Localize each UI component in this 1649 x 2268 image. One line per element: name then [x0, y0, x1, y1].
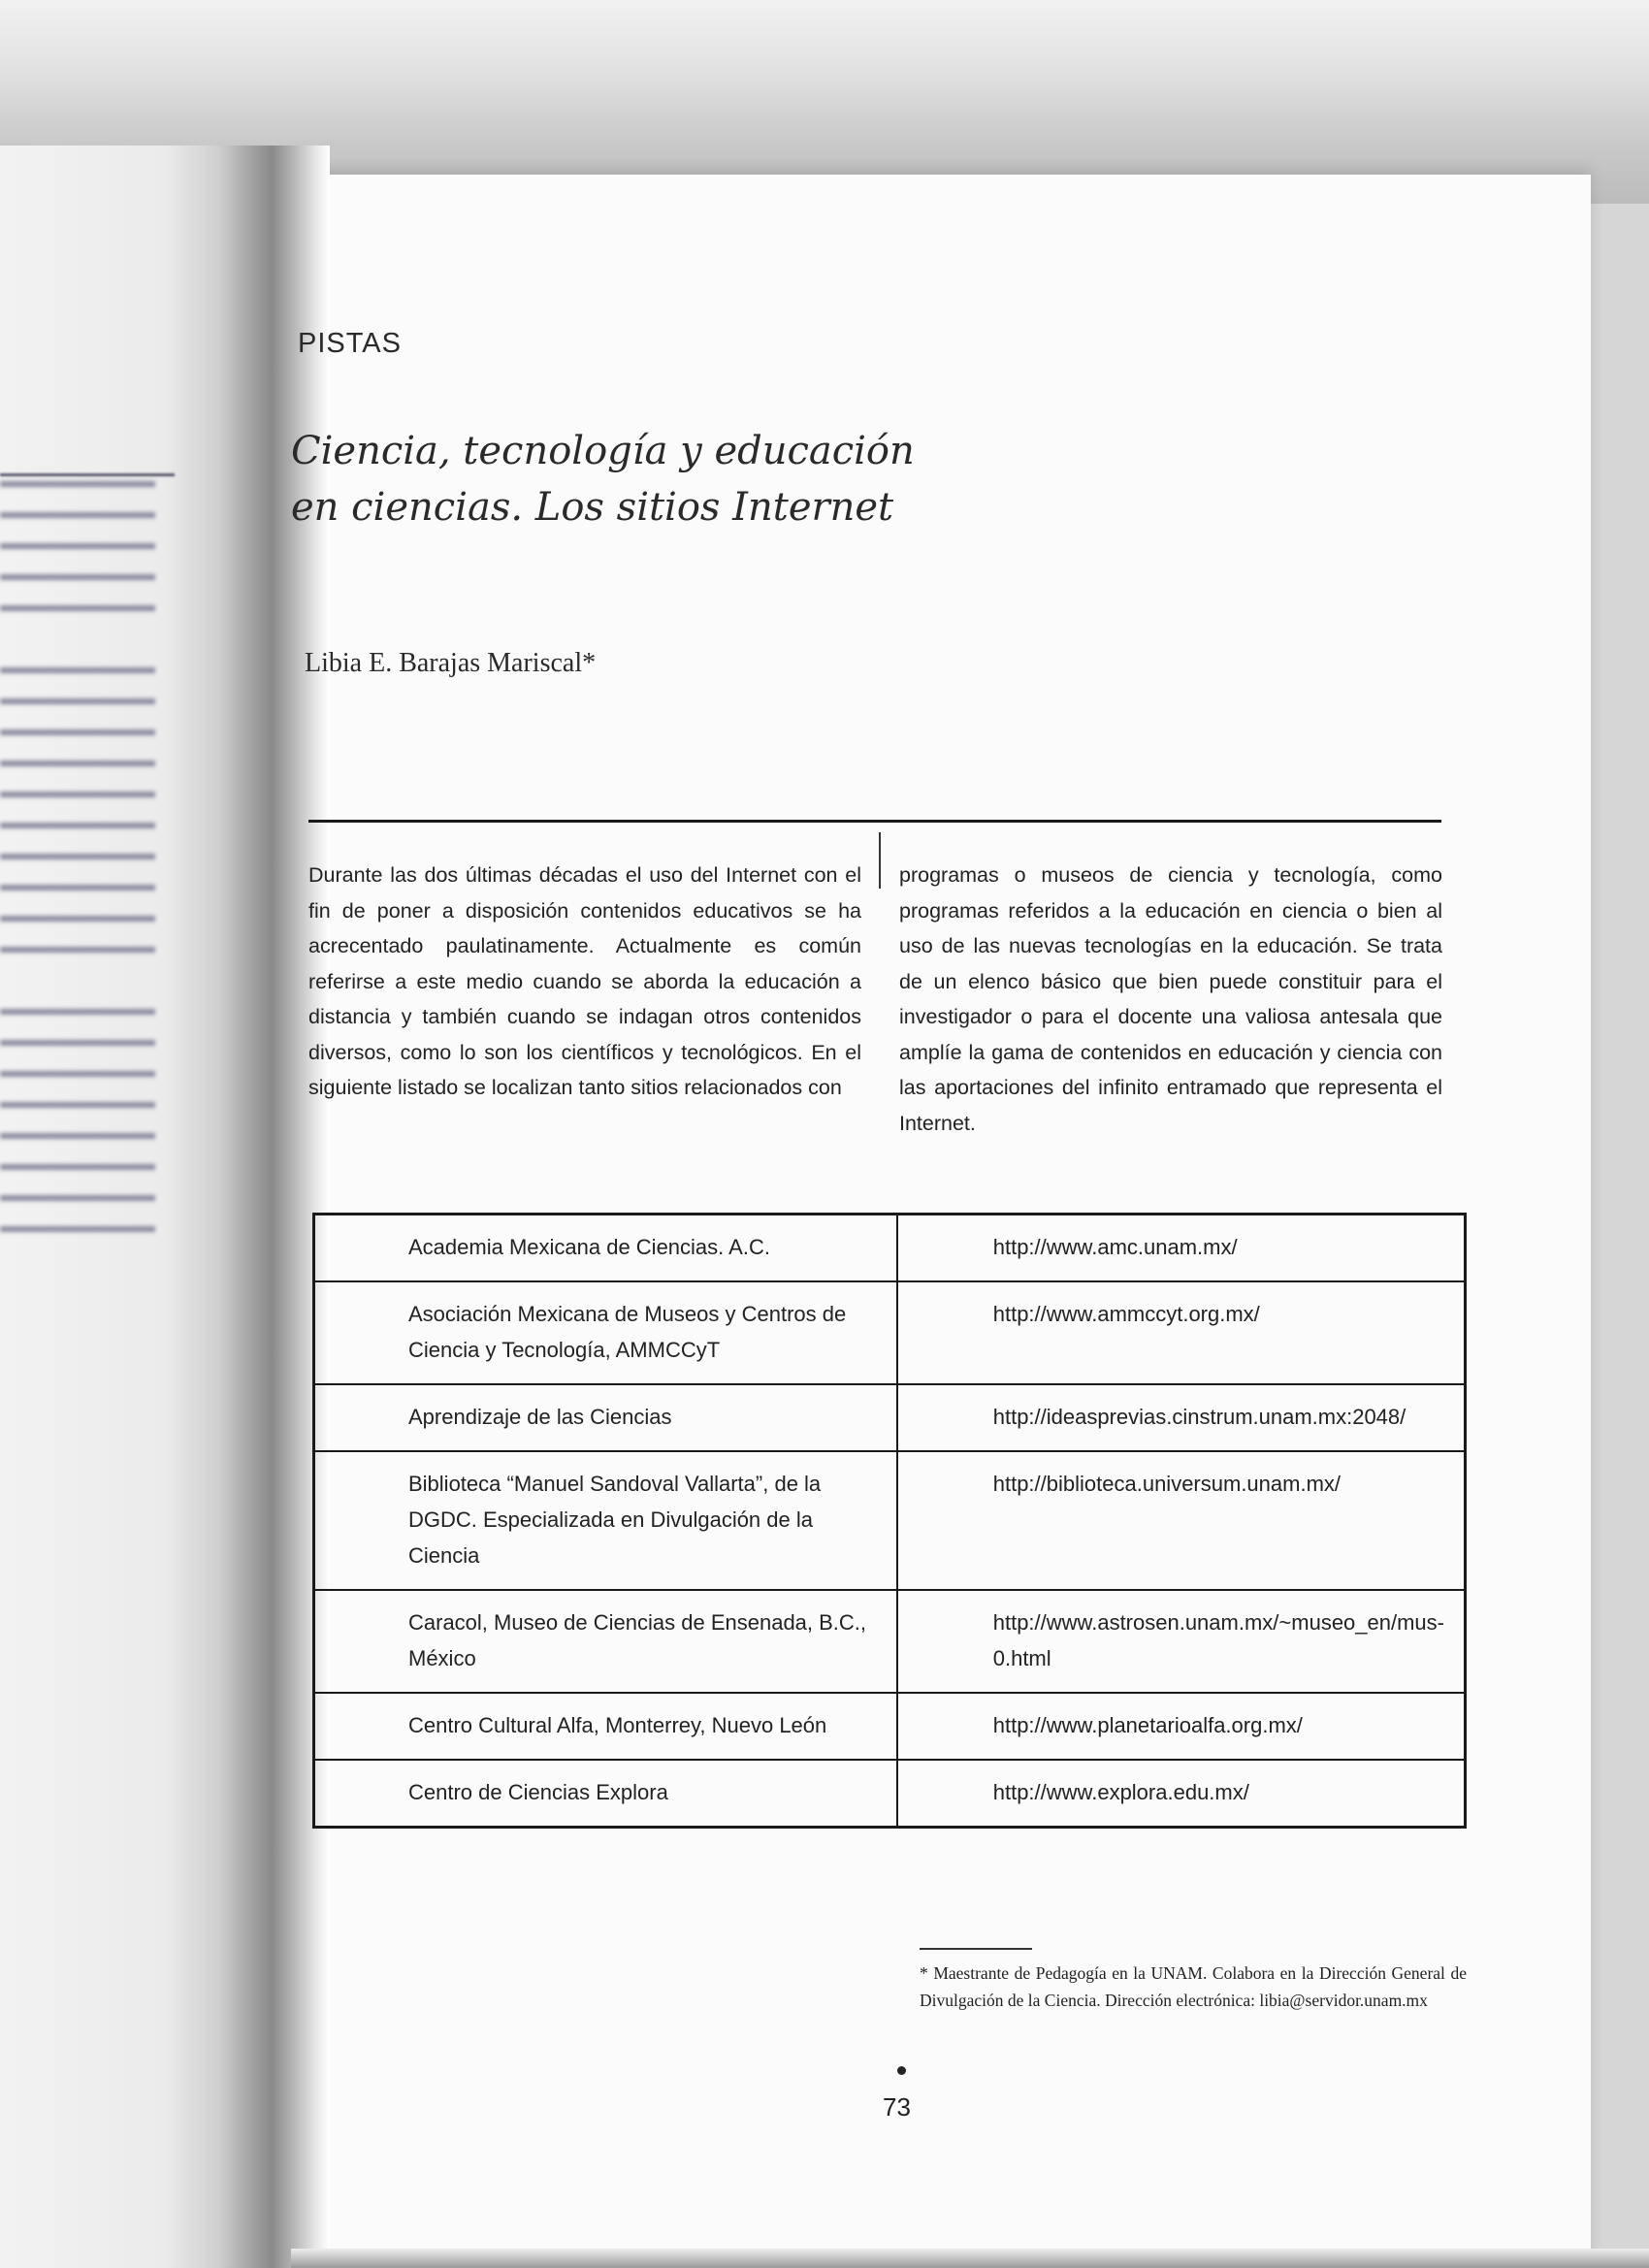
footnote-rule	[920, 1948, 1032, 1950]
table-row	[314, 1384, 1466, 1451]
table-row	[314, 1451, 1466, 1590]
header-rule	[308, 820, 1441, 823]
column-divider	[879, 832, 881, 889]
site-name: Biblioteca “Manuel Sandoval Vallarta”, de la DGDC. Especializada en Divulgación de la Ciencia	[314, 1451, 897, 1590]
site-name: Centro Cultural Alfa, Monterrey, Nuevo León	[314, 1693, 897, 1760]
intro-column-2: programas o museos de ciencia y tecnología, como programas referidos a la educación en ciencia o bien al uso de las nuevas tecnologías en la educación. Se trata de un elenco básico que bien puede constituir para el investigador o para el docente una valiosa antesala que amplíe la gama de contenidos en educación y ciencia con las aportaciones del infinito entramado que representa el Internet.	[899, 863, 1442, 1135]
author: Libia E. Barajas Mariscal*	[305, 648, 597, 678]
site-url[interactable]: http://biblioteca.universum.unam.mx/	[897, 1451, 1466, 1590]
article-title	[291, 423, 970, 535]
site-url[interactable]: http://www.astrosen.unam.mx/~museo_en/mus-0.html	[897, 1590, 1466, 1693]
table-row	[314, 1281, 1466, 1384]
page-bullet	[897, 2066, 906, 2075]
title-line-2: en ciencias. Los sitios Internet	[291, 485, 894, 530]
site-name: Caracol, Museo de Ciencias de Ensenada, B.C., México	[314, 1590, 897, 1693]
site-url[interactable]: http://www.amc.unam.mx/	[897, 1215, 1466, 1282]
table-row	[314, 1215, 1466, 1282]
table-row	[314, 1760, 1466, 1828]
site-url[interactable]: http://ideasprevias.cinstrum.unam.mx:2048/	[897, 1384, 1466, 1451]
facing-page-text: ▬▬▬▬▬▬▬▬ ▬▬▬▬▬▬▬▬ ▬▬▬▬▬▬▬▬ ▬▬▬▬▬▬▬▬ ▬▬▬▬▬▬▬▬ ▬▬▬▬▬▬▬▬ ▬▬▬▬▬▬▬▬ ▬▬▬▬▬▬▬▬ ▬▬▬▬▬▬▬▬ ▬▬▬▬▬▬▬▬ ▬▬▬▬▬▬▬▬ ▬▬▬▬▬▬▬▬ ▬▬▬▬▬▬▬▬ ▬▬▬▬▬▬▬▬ ▬▬▬▬▬▬▬▬ ▬▬▬▬▬▬▬▬ ▬▬▬▬▬▬▬▬ ▬▬▬▬▬▬▬▬ ▬▬▬▬▬▬▬▬ ▬▬▬▬▬▬▬▬ ▬▬▬▬▬▬▬▬ ▬▬▬▬▬▬▬▬ ▬▬▬▬▬▬▬▬	[0, 470, 155, 1237]
site-name: Centro de Ciencias Explora	[314, 1760, 897, 1828]
sites-table	[312, 1213, 1467, 1829]
section-label: PISTAS	[298, 328, 402, 359]
site-name: Asociación Mexicana de Museos y Centros de Ciencia y Tecnología, AMMCCyT	[314, 1281, 897, 1384]
title-line-1: Ciencia, tecnología y educación	[291, 429, 915, 473]
page-number: 73	[883, 2092, 911, 2122]
site-url[interactable]: http://www.ammccyt.org.mx/	[897, 1281, 1466, 1384]
page-bottom-edge	[291, 2249, 1649, 2268]
site-url[interactable]: http://www.planetarioalfa.org.mx/	[897, 1693, 1466, 1760]
site-name: Aprendizaje de las Ciencias	[314, 1384, 897, 1451]
site-name: Academia Mexicana de Ciencias. A.C.	[314, 1215, 897, 1282]
footnote: * Maestrante de Pedagogía en la UNAM. Colabora en la Dirección General de Divulgación de la Ciencia. Dirección electrónica: libia@servidor.unam.mx	[920, 1963, 1467, 2010]
intro-column-1: Durante las dos últimas décadas el uso del Internet con el fin de poner a disposición contenidos educativos se ha acrecentado paulatinamente. Actualmente es común referirse a este medio cuando se aborda la educación a distancia y también cuando se indagan otros contenidos diversos, como lo son los científicos y tecnológicos. En el siguiente listado se localizan tanto sitios relacionados con	[308, 863, 861, 1099]
table-row	[314, 1693, 1466, 1760]
site-url[interactable]: http://www.explora.edu.mx/	[897, 1760, 1466, 1828]
table-row	[314, 1590, 1466, 1693]
